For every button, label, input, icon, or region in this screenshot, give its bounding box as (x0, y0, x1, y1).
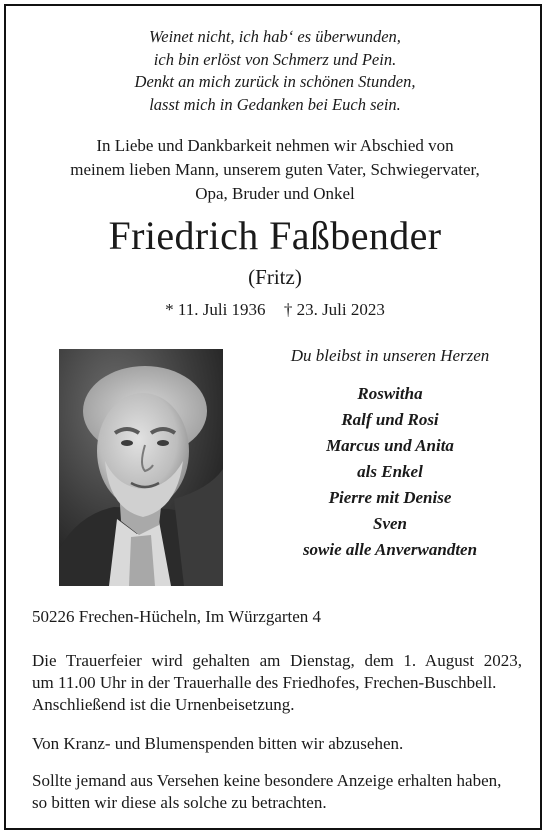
notice-text (32, 770, 522, 814)
mourner-name: Roswitha (357, 384, 423, 403)
flowers-note (32, 733, 522, 755)
funeral-line: um 11.00 Uhr in der Trauerhalle des Friedhofes, Frechen-Buschbell. (32, 673, 497, 692)
funeral-line: Anschließend ist die Urnenbeisetzung. (32, 695, 295, 714)
intro-line: In Liebe und Dankbarkeit nehmen wir Abschied von (96, 136, 454, 155)
poem-line: ich bin erlöst von Schmerz und Pein. (153, 49, 397, 69)
family-address: 50226 Frechen-Hücheln, Im Würzgarten 4 (32, 607, 322, 626)
mourners-list (240, 381, 540, 563)
death-date: † 23. Juli 2023 (283, 300, 385, 319)
memorial-motto: Du bleibst in unseren Herzen (290, 346, 490, 365)
life-dates (0, 299, 550, 321)
mourner-name: Marcus und Anita (326, 436, 454, 455)
flowers-line: Von Kranz- und Blumenspenden bitten wir abzusehen. (32, 734, 404, 753)
mourner-name: Sven (373, 514, 407, 533)
portrait-photo (59, 349, 223, 586)
intro-line: Opa, Bruder und Onkel (195, 184, 355, 203)
intro-text (0, 134, 550, 206)
notice-line: so bitten wir diese als solche zu betrachten. (32, 793, 327, 812)
mourner-name: Pierre mit Denise (328, 488, 452, 507)
poem (0, 26, 550, 116)
deceased-nickname: (Fritz) (248, 265, 302, 289)
intro-line: meinem lieben Mann, unserem guten Vater, Schwiegervater, (70, 160, 480, 179)
mourner-name: Ralf und Rosi (341, 410, 439, 429)
mourner-name: als Enkel (357, 462, 423, 481)
portrait-photo-icon (59, 349, 223, 586)
notice-line: Sollte jemand aus Versehen keine besondere Anzeige erhalten haben, (32, 771, 502, 790)
deceased-name: Friedrich Faßbender (108, 213, 442, 258)
poem-line: lasst mich in Gedanken bei Euch sein. (149, 94, 401, 114)
funeral-line: Die Trauerfeier wird gehalten am Dienstag, dem 1. August 2023, (32, 651, 522, 670)
birth-date: * 11. Juli 1936 (165, 300, 266, 319)
poem-line: Denkt an mich zurück in schönen Stunden, (134, 72, 416, 91)
poem-line: Weinet nicht, ich hab‘ es überwunden, (149, 27, 401, 46)
mourner-name: sowie alle Anverwandten (302, 540, 478, 559)
funeral-info (32, 650, 522, 716)
